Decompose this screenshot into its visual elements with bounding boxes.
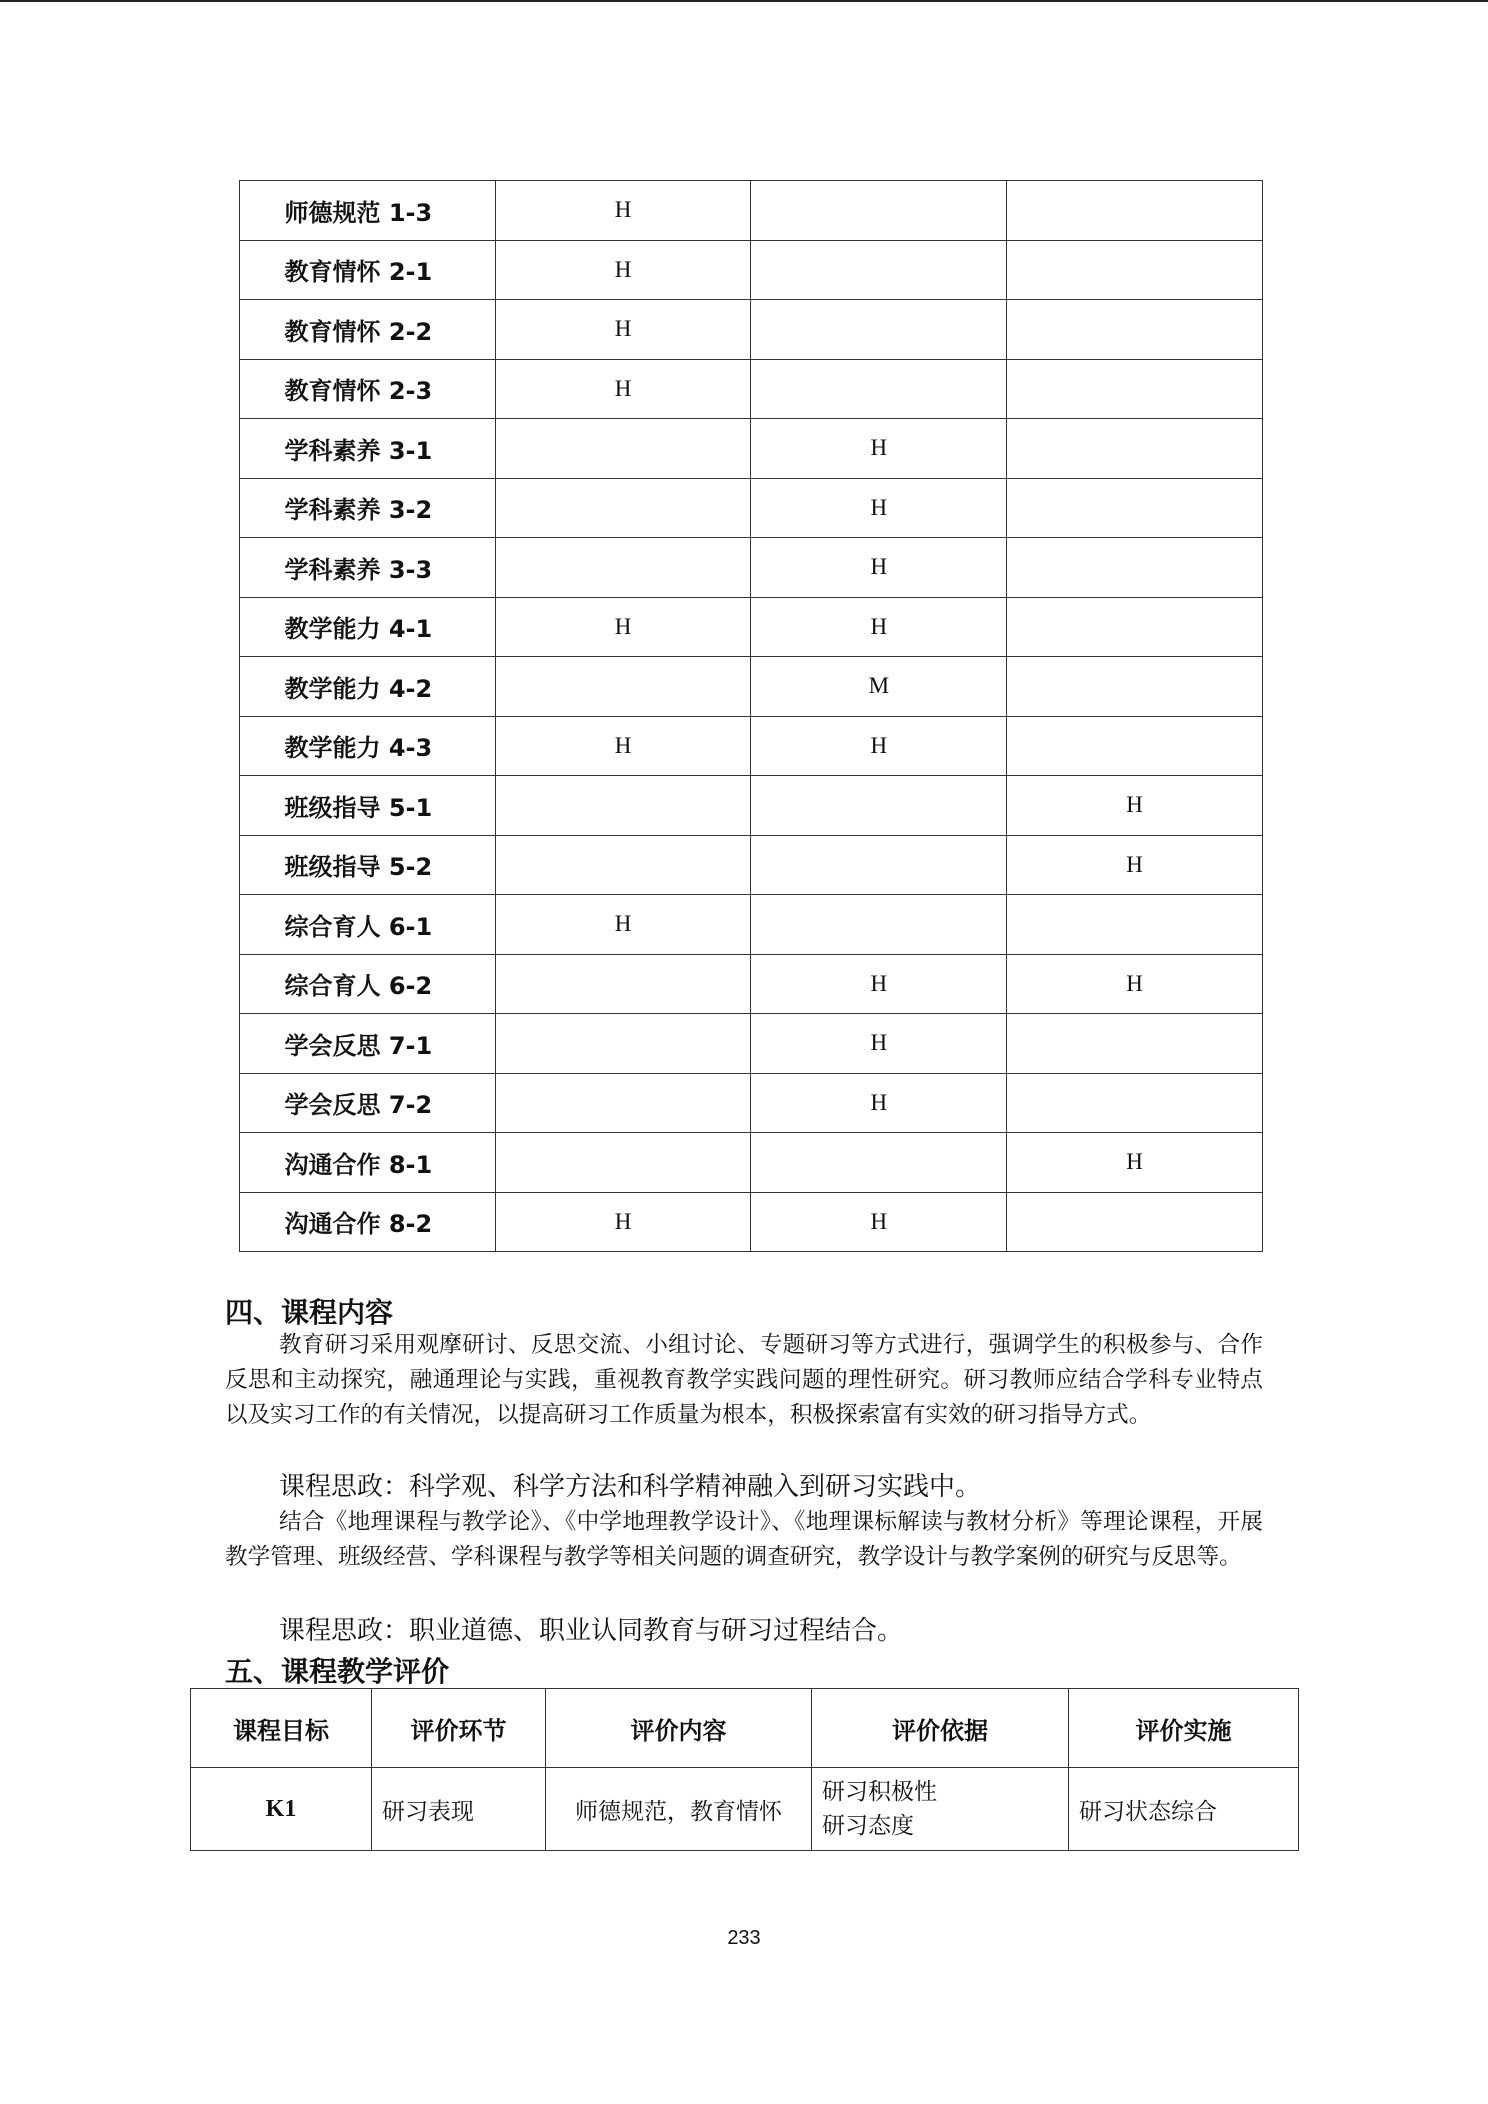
matrix-cell-col3 — [1007, 1073, 1263, 1133]
matrix-row-label-text: 教学能力 4-3 — [284, 734, 433, 763]
matrix-cell-col1 — [495, 1073, 751, 1133]
matrix-cell-col3 — [1007, 359, 1263, 419]
matrix-cell-col2: H — [751, 478, 1007, 538]
matrix-cell-col1 — [495, 419, 751, 479]
matrix-cell-col3 — [1007, 895, 1263, 955]
matrix-row-label-text: 教育情怀 2-2 — [284, 317, 433, 346]
matrix-cell-col1 — [495, 1014, 751, 1074]
matrix-row — [240, 657, 1263, 717]
matrix-row — [240, 597, 1263, 657]
basis-line-1: 研习积极性 — [822, 1779, 937, 1805]
matrix-cell-col1: H — [495, 597, 751, 657]
header-eval-stage: 评价环节 — [372, 1689, 546, 1768]
matrix-row-label — [240, 835, 496, 895]
matrix-cell-col3 — [1007, 1014, 1263, 1074]
matrix-cell-col2: H — [751, 1073, 1007, 1133]
section-5-heading: 五、课程教学评价 — [225, 1655, 450, 1688]
sizheng-line-2: 课程思政：职业道德、职业认同教育与研习过程结合。 — [279, 1616, 904, 1646]
matrix-row — [240, 181, 1263, 241]
matrix-cell-col2: H — [751, 538, 1007, 598]
matrix-cell-col3 — [1007, 657, 1263, 717]
matrix-cell-col1 — [495, 478, 751, 538]
matrix-row-label-text: 学科素养 3-2 — [284, 496, 433, 525]
matrix-cell-col1: H — [495, 1192, 751, 1252]
evaluation-header-row — [191, 1689, 1299, 1768]
matrix-cell-col1 — [495, 538, 751, 598]
matrix-row-label — [240, 181, 496, 241]
matrix-cell-col3 — [1007, 716, 1263, 776]
header-eval-content: 评价内容 — [546, 1689, 812, 1768]
matrix-row — [240, 776, 1263, 836]
matrix-row-label — [240, 538, 496, 598]
matrix-row-label — [240, 657, 496, 717]
matrix-row — [240, 359, 1263, 419]
matrix-cell-col2: H — [751, 1192, 1007, 1252]
matrix-row-label-text: 学会反思 7-2 — [284, 1091, 433, 1120]
matrix-row — [240, 835, 1263, 895]
evaluation-table — [190, 1688, 1299, 1851]
matrix-cell-col1 — [495, 1133, 751, 1193]
matrix-cell-col1: H — [495, 300, 751, 360]
matrix-row — [240, 895, 1263, 955]
matrix-row — [240, 538, 1263, 598]
matrix-cell-col1: H — [495, 359, 751, 419]
matrix-cell-col1 — [495, 776, 751, 836]
matrix-cell-col3: H — [1007, 954, 1263, 1014]
matrix-row — [240, 954, 1263, 1014]
matrix-row — [240, 419, 1263, 479]
matrix-row — [240, 240, 1263, 300]
matrix-row-label-text: 学科素养 3-3 — [284, 555, 433, 584]
matrix-row-label — [240, 1133, 496, 1193]
header-eval-implementation: 评价实施 — [1069, 1689, 1299, 1768]
section-4-heading: 四、课程内容 — [225, 1296, 394, 1329]
matrix-row-label-text: 学会反思 7-1 — [284, 1031, 433, 1060]
evaluation-row — [191, 1768, 1299, 1851]
matrix-row-label — [240, 1073, 496, 1133]
cell-eval-implementation: 研习状态综合 — [1069, 1768, 1299, 1851]
matrix-cell-col2 — [751, 240, 1007, 300]
matrix-cell-col3 — [1007, 538, 1263, 598]
matrix-row-label — [240, 716, 496, 776]
matrix-cell-col3 — [1007, 300, 1263, 360]
matrix-row-label — [240, 478, 496, 538]
matrix-cell-col3 — [1007, 597, 1263, 657]
section-4-paragraph-2: 结合《地理课程与教学论》、《中学地理教学设计》、《地理课标解读与教材分析》等理论课程，开展教学管理、班级经营、学科课程与教学等相关问题的调查研究，教学设计与教学案例的研究与反思等。 — [225, 1509, 1263, 1570]
matrix-cell-col2 — [751, 835, 1007, 895]
matrix-cell-col1: H — [495, 895, 751, 955]
matrix-cell-col1: H — [495, 716, 751, 776]
matrix-cell-col2: M — [751, 657, 1007, 717]
matrix-row-label — [240, 1192, 496, 1252]
matrix-cell-col3: H — [1007, 835, 1263, 895]
matrix-row — [240, 478, 1263, 538]
matrix-row-label-text: 沟通合作 8-2 — [284, 1210, 433, 1239]
matrix-row — [240, 1014, 1263, 1074]
matrix-row-label — [240, 895, 496, 955]
matrix-row-label-text: 教育情怀 2-1 — [284, 258, 433, 287]
matrix-row-label-text: 师德规范 1-3 — [284, 198, 433, 227]
matrix-cell-col3: H — [1007, 1133, 1263, 1193]
matrix-cell-col3 — [1007, 419, 1263, 479]
cell-eval-content: 师德规范，教育情怀 — [546, 1768, 812, 1851]
matrix-cell-col1: H — [495, 240, 751, 300]
matrix-row-label — [240, 597, 496, 657]
matrix-cell-col2: H — [751, 597, 1007, 657]
matrix-cell-col2: H — [751, 419, 1007, 479]
matrix-cell-col3 — [1007, 1192, 1263, 1252]
matrix-cell-col3 — [1007, 478, 1263, 538]
matrix-row-label-text: 沟通合作 8-1 — [284, 1150, 433, 1179]
matrix-row-label-text: 教育情怀 2-3 — [284, 377, 433, 406]
matrix-row-label-text: 教学能力 4-1 — [284, 615, 433, 644]
matrix-cell-col3 — [1007, 240, 1263, 300]
matrix-row-label-text: 班级指导 5-2 — [284, 853, 433, 882]
cell-eval-basis — [812, 1768, 1069, 1851]
matrix-cell-col2 — [751, 300, 1007, 360]
sizheng-line-1: 课程思政：科学观、科学方法和科学精神融入到研习实践中。 — [279, 1472, 982, 1502]
matrix-row — [240, 1073, 1263, 1133]
matrix-row-label-text: 教学能力 4-2 — [284, 674, 433, 703]
matrix-row-label — [240, 300, 496, 360]
matrix-row-label — [240, 240, 496, 300]
header-eval-basis: 评价依据 — [812, 1689, 1069, 1768]
matrix-cell-col2 — [751, 776, 1007, 836]
cell-eval-stage: 研习表现 — [372, 1768, 546, 1851]
matrix-row — [240, 300, 1263, 360]
cell-course-target: K1 — [191, 1768, 372, 1851]
page-number: 233 — [727, 1927, 761, 1949]
matrix-row-label — [240, 419, 496, 479]
matrix-row-label — [240, 954, 496, 1014]
matrix-cell-col2 — [751, 181, 1007, 241]
matrix-cell-col2: H — [751, 954, 1007, 1014]
matrix-cell-col1: H — [495, 181, 751, 241]
matrix-cell-col1 — [495, 835, 751, 895]
matrix-row-label-text: 班级指导 5-1 — [284, 793, 433, 822]
matrix-row-label-text: 学科素养 3-1 — [284, 436, 433, 465]
matrix-row-label-text: 综合育人 6-1 — [284, 912, 433, 941]
matrix-row-label-text: 综合育人 6-2 — [284, 972, 433, 1001]
matrix-row — [240, 716, 1263, 776]
matrix-row — [240, 1192, 1263, 1252]
matrix-row-label — [240, 1014, 496, 1074]
section-4-paragraph-1: 教育研习采用观摩研讨、反思交流、小组讨论、专题研习等方式进行，强调学生的积极参与、合作反思和主动探究，融通理论与实践，重视教育教学实践问题的理性研究。研习教师应结合学科专业特点以及实习工作的有关情况，以提高研习工作质量为根本，积极探索富有实效的研习指导方式。 — [225, 1332, 1263, 1428]
matrix-row-label — [240, 359, 496, 419]
matrix-cell-col3 — [1007, 181, 1263, 241]
matrix-cell-col3: H — [1007, 776, 1263, 836]
matrix-cell-col2 — [751, 895, 1007, 955]
matrix-cell-col2: H — [751, 1014, 1007, 1074]
matrix-row-label — [240, 776, 496, 836]
matrix-cell-col1 — [495, 954, 751, 1014]
matrix-cell-col2 — [751, 1133, 1007, 1193]
objective-matrix-table — [239, 180, 1263, 1252]
matrix-cell-col1 — [495, 657, 751, 717]
header-course-target: 课程目标 — [191, 1689, 372, 1768]
matrix-row — [240, 1133, 1263, 1193]
matrix-cell-col2: H — [751, 716, 1007, 776]
page-top-border — [0, 0, 1488, 2]
matrix-cell-col2 — [751, 359, 1007, 419]
basis-line-2: 研习态度 — [822, 1813, 914, 1839]
